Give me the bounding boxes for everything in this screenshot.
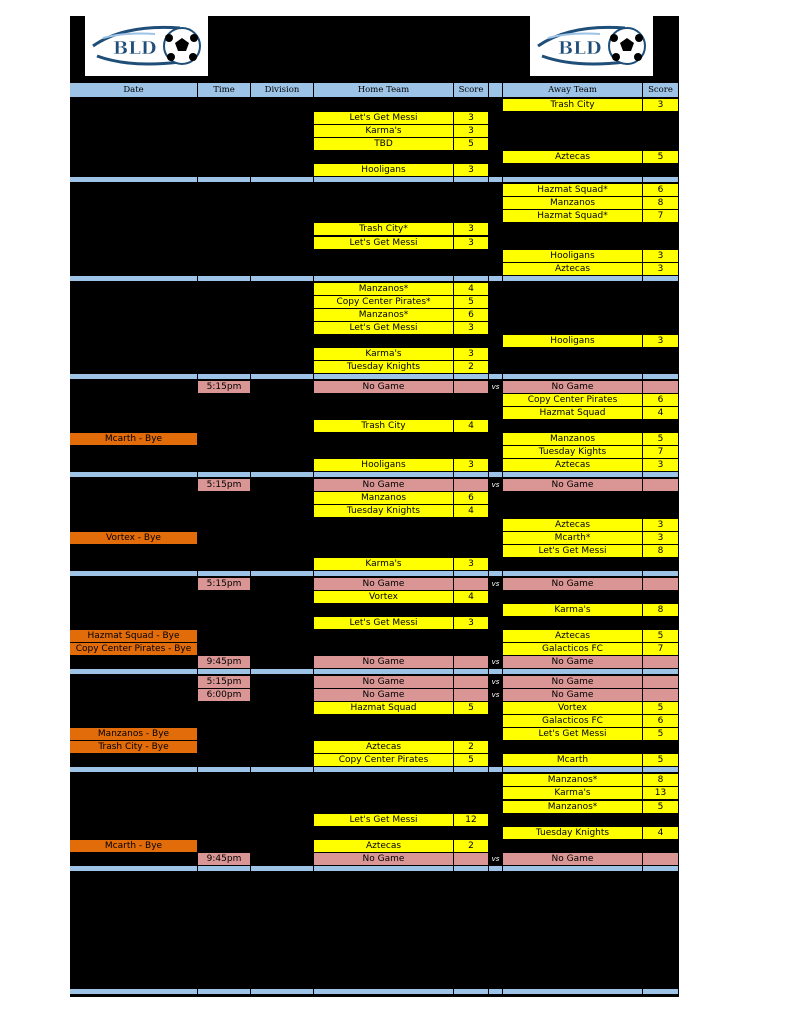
separator-cell [251,767,313,772]
separator-cell [454,177,488,182]
away-score: 3 [643,532,678,544]
separator-cell [314,866,453,871]
home-score: 3 [454,558,488,570]
home-team: Manzanos* [314,283,453,295]
away-score: 5 [643,702,678,714]
home-score: 3 [454,617,488,629]
separator-cell [489,177,502,182]
separator-cell [251,989,313,994]
away-score: 6 [643,184,678,196]
home-score: 4 [454,505,488,517]
bye-label: Mcarth - Bye [70,433,197,445]
header-gap [489,83,502,97]
home-team: Trash City [314,420,453,432]
away-team: Hazmat Squad [503,407,642,419]
home-score [454,479,488,491]
home-team: Manzanos [314,492,453,504]
bye-label: Mcarth - Bye [70,840,197,852]
home-team: Let's Get Messi [314,617,453,629]
away-team: Copy Center Pirates [503,394,642,406]
separator-cell [70,276,197,281]
home-score: 3 [454,348,488,360]
away-score: 3 [643,99,678,111]
separator-cell [643,767,678,772]
home-score-header: Score [454,83,488,97]
game-time: 9:45pm [198,656,250,668]
home-score: 4 [454,420,488,432]
away-team: Manzanos* [503,801,642,813]
home-score: 3 [454,125,488,137]
away-team: Hazmat Squad* [503,184,642,196]
separator-cell [454,767,488,772]
division-cell [251,689,313,701]
away-score [643,689,678,701]
game-time: 5:15pm [198,381,250,393]
home-team: No Game [314,853,453,865]
away-score: 5 [643,728,678,740]
game-time: 5:15pm [198,479,250,491]
separator-cell [454,571,488,576]
home-score: 4 [454,591,488,603]
separator-cell [503,276,642,281]
bye-label: Hazmat Squad - Bye [70,630,197,642]
home-team: Let's Get Messi [314,237,453,249]
away-score [643,853,678,865]
home-team: TBD [314,138,453,150]
home-team: Vortex [314,591,453,603]
away-score: 6 [643,715,678,727]
home-score: 12 [454,814,488,826]
vs-label: vs [491,579,500,588]
separator-cell [489,669,502,674]
away-team: Hooligans [503,335,642,347]
away-team: No Game [503,578,642,590]
separator-cell [314,472,453,477]
separator-cell [489,571,502,576]
away-team: Manzanos* [503,774,642,786]
separator-cell [198,669,250,674]
home-team: Hazmat Squad [314,702,453,714]
away-score: 8 [643,774,678,786]
away-score: 3 [643,459,678,471]
separator-cell [70,177,197,182]
away-team-header: Away Team [503,83,642,97]
away-score: 5 [643,433,678,445]
away-team: Hazmat Squad* [503,210,642,222]
game-time: 6:00pm [198,689,250,701]
separator-cell [70,374,197,379]
away-team: Manzanos [503,433,642,445]
vs-label: vs [491,658,500,666]
separator-cell [503,767,642,772]
away-score: 5 [643,801,678,813]
away-team: Aztecas [503,459,642,471]
home-team: Let's Get Messi [314,112,453,124]
separator-cell [70,767,197,772]
home-score: 6 [454,492,488,504]
away-score: 8 [643,197,678,209]
league-logo-right [530,16,653,76]
away-team: Mcarth* [503,532,642,544]
soccer-ball-icon [530,16,653,76]
home-score: 3 [454,459,488,471]
away-score [643,479,678,491]
separator-cell [251,472,313,477]
bye-label: Trash City - Bye [70,741,197,753]
home-team: No Game [314,656,453,668]
separator-cell [643,866,678,871]
home-team: Aztecas [314,741,453,753]
division-cell [251,676,313,688]
away-score: 3 [643,335,678,347]
separator-cell [314,374,453,379]
home-team: No Game [314,381,453,393]
separator-cell [643,374,678,379]
home-team: No Game [314,578,453,590]
svg-text:BLD: BLD [113,38,157,59]
home-score: 5 [454,138,488,150]
separator-cell [70,571,197,576]
home-score [454,689,488,701]
away-score [643,676,678,688]
separator-cell [314,767,453,772]
home-score: 2 [454,741,488,753]
separator-cell [314,669,453,674]
schedule-sheet [70,16,679,997]
home-score [454,578,488,590]
separator-cell [489,276,502,281]
home-score: 2 [454,361,488,373]
away-score: 5 [643,754,678,766]
separator-cell [198,989,250,994]
home-score [454,381,488,393]
home-team: Tuesday Knights [314,505,453,517]
away-team: Aztecas [503,630,642,642]
separator-cell [314,177,453,182]
home-score: 3 [454,112,488,124]
away-score: 6 [643,394,678,406]
separator-cell [454,374,488,379]
away-score: 7 [643,643,678,655]
home-score: 4 [454,283,488,295]
vs-label: vs [491,481,500,490]
separator-cell [489,374,502,379]
game-time: 5:15pm [198,676,250,688]
home-score: 5 [454,296,488,308]
home-team: Manzanos* [314,309,453,321]
separator-cell [489,472,502,477]
separator-cell [454,866,488,871]
separator-cell [503,374,642,379]
separator-cell [70,472,197,477]
home-score: 3 [454,237,488,249]
separator-cell [643,669,678,674]
division-cell [251,381,313,393]
separator-cell [314,276,453,281]
home-score: 3 [454,164,488,176]
away-team: No Game [503,689,642,701]
vs-label: vs [491,691,500,700]
away-score: 7 [643,446,678,458]
separator-cell [251,669,313,674]
time-header: Time [198,83,250,97]
soccer-ball-icon [85,16,208,76]
away-team: Let's Get Messi [503,728,642,740]
vs-label: vs [491,678,500,687]
away-score-header: Score [643,83,678,97]
away-score: 8 [643,545,678,557]
separator-cell [251,276,313,281]
separator-cell [198,374,250,379]
league-logo-left [85,16,208,76]
vs-label: vs [491,854,500,863]
home-team: Copy Center Pirates [314,754,453,766]
division-cell [251,853,313,865]
home-team: Let's Get Messi [314,814,453,826]
separator-cell [643,177,678,182]
home-score [454,656,488,668]
away-team: Mcarth [503,754,642,766]
away-team: Aztecas [503,263,642,275]
home-score: 5 [454,702,488,714]
home-team: Trash City* [314,223,453,235]
away-team: No Game [503,656,642,668]
separator-cell [70,989,197,994]
home-team: Tuesday Knights [314,361,453,373]
away-score: 4 [643,827,678,839]
game-time: 5:15pm [198,578,250,590]
date-header: Date [70,83,197,97]
away-team: Karma's [503,604,642,616]
away-team: Manzanos [503,197,642,209]
separator-cell [503,669,642,674]
separator-cell [314,571,453,576]
home-score: 2 [454,840,488,852]
separator-cell [251,177,313,182]
away-team: Hooligans [503,250,642,262]
separator-cell [503,472,642,477]
away-score: 3 [643,519,678,531]
separator-cell [503,177,642,182]
bye-label: Vortex - Bye [70,532,197,544]
division-cell [251,656,313,668]
away-score: 7 [643,210,678,222]
home-score [454,853,488,865]
away-score: 8 [643,604,678,616]
away-team: Karma's [503,787,642,799]
separator-cell [251,571,313,576]
home-team: Copy Center Pirates* [314,296,453,308]
separator-cell [643,989,678,994]
home-score: 3 [454,223,488,235]
away-team: No Game [503,479,642,491]
away-team: No Game [503,676,642,688]
away-team: Galacticos FC [503,715,642,727]
home-team: Hooligans [314,164,453,176]
separator-cell [198,177,250,182]
home-team: No Game [314,479,453,491]
vs-label: vs [491,383,500,391]
away-team: Let's Get Messi [503,545,642,557]
separator-cell [643,472,678,477]
separator-cell [454,276,488,281]
away-team: No Game [503,853,642,865]
separator-cell [198,571,250,576]
separator-cell [643,571,678,576]
home-team: Karma's [314,125,453,137]
home-score: 5 [454,754,488,766]
bye-label: Manzanos - Bye [70,728,197,740]
home-team-header: Home Team [314,83,453,97]
away-score: 3 [643,263,678,275]
separator-cell [503,571,642,576]
away-score: 5 [643,151,678,163]
separator-cell [198,276,250,281]
away-team: Tuesday Knights [503,827,642,839]
separator-cell [70,866,197,871]
separator-cell [643,276,678,281]
separator-cell [198,866,250,871]
home-team: No Game [314,676,453,688]
away-team: Aztecas [503,151,642,163]
game-time: 9:45pm [198,853,250,865]
separator-cell [503,866,642,871]
home-team: No Game [314,689,453,701]
separator-cell [503,989,642,994]
division-header: Division [251,83,313,97]
home-team: Karma's [314,558,453,570]
away-team: Aztecas [503,519,642,531]
separator-cell [454,669,488,674]
separator-cell [454,472,488,477]
separator-cell [454,989,488,994]
svg-text:BLD: BLD [558,38,602,59]
separator-cell [198,472,250,477]
home-team: Karma's [314,348,453,360]
division-cell [251,578,313,590]
separator-cell [489,989,502,994]
separator-cell [251,374,313,379]
home-team: Aztecas [314,840,453,852]
away-team: Galacticos FC [503,643,642,655]
away-score: 5 [643,630,678,642]
away-score [643,656,678,668]
away-team: No Game [503,381,642,393]
away-score: 3 [643,250,678,262]
home-team: Hooligans [314,459,453,471]
away-team: Trash City [503,99,642,111]
separator-cell [489,866,502,871]
division-cell [251,479,313,491]
away-team: Vortex [503,702,642,714]
separator-cell [70,669,197,674]
separator-cell [251,866,313,871]
separator-cell [314,989,453,994]
separator-cell [489,767,502,772]
away-score [643,578,678,590]
away-score: 13 [643,787,678,799]
away-team: Tuesday Kights [503,446,642,458]
home-score: 6 [454,309,488,321]
home-score: 3 [454,322,488,334]
away-score [643,381,678,393]
home-score [454,676,488,688]
separator-cell [198,767,250,772]
home-team: Let's Get Messi [314,322,453,334]
away-score: 4 [643,407,678,419]
bye-label: Copy Center Pirates - Bye [70,643,197,655]
